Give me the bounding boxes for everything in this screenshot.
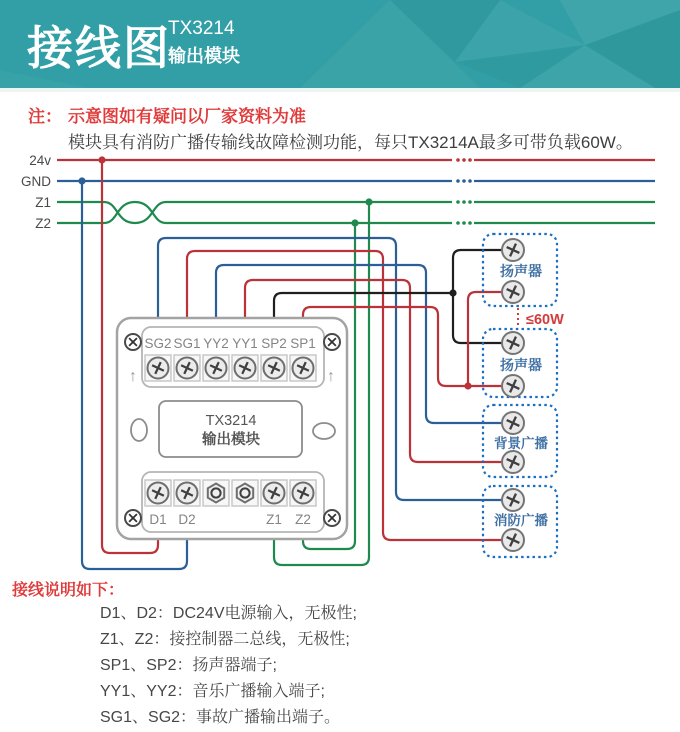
instruction-item: SP1、SP2：扬声器端子; bbox=[100, 657, 277, 674]
bus-label-z2: Z2 bbox=[35, 216, 51, 231]
terminal-label-d1: D1 bbox=[149, 512, 167, 527]
instructions-title: 接线说明如下： bbox=[12, 582, 125, 599]
terminal-screw-icon bbox=[174, 480, 200, 506]
speaker-terminal-icon bbox=[502, 281, 524, 303]
instruction-item: YY1、YY2：音乐广播输入端子; bbox=[100, 683, 325, 700]
terminal-screw-icon bbox=[290, 480, 316, 506]
terminal-screw-icon bbox=[203, 355, 229, 381]
terminal-screw-icon bbox=[145, 480, 171, 506]
note-warning: 示意图如有疑问以厂家资料为准 bbox=[68, 107, 306, 126]
module-box bbox=[117, 318, 347, 539]
terminal-label-d2: D2 bbox=[178, 512, 196, 527]
junction-sp2 bbox=[449, 289, 456, 296]
device-label-background: 背景广播 bbox=[494, 436, 548, 451]
note-description: 模块具有消防广播传输线故障检测功能，每只TX3214A最多可带负载60W。 bbox=[68, 133, 633, 152]
broadcast-terminal-icon bbox=[502, 529, 524, 551]
bus-lines bbox=[57, 158, 655, 225]
instruction-item: Z1、Z2：接控制器二总线，无极性; bbox=[100, 631, 350, 648]
device-box-speaker-1 bbox=[483, 234, 557, 306]
instruction-item: D1、D2：DC24V电源输入，无极性; bbox=[100, 605, 357, 622]
terminal-label-yy2: YY2 bbox=[203, 336, 229, 351]
model-label: TX3214 bbox=[168, 18, 235, 39]
corner-screw-icon bbox=[324, 334, 340, 350]
module-type: 输出模块 bbox=[202, 432, 260, 448]
terminal-screw-icon bbox=[174, 355, 200, 381]
broadcast-terminal-icon bbox=[502, 451, 524, 473]
hex-terminal-icon bbox=[232, 480, 258, 506]
terminal-label-sg2: SG2 bbox=[144, 336, 172, 351]
device-label-speaker-1: 扬声器 bbox=[500, 263, 542, 279]
terminal-screw-icon bbox=[261, 480, 287, 506]
junction-z2 bbox=[351, 219, 358, 226]
module-nameplate bbox=[159, 401, 302, 457]
terminal-label-sp2: SP2 bbox=[261, 336, 287, 351]
junction-z1 bbox=[365, 198, 372, 205]
broadcast-terminal-icon bbox=[502, 489, 524, 511]
instruction-item: SG1、SG2：事故广播输出端子。 bbox=[100, 709, 341, 726]
speaker-terminal-icon bbox=[502, 332, 524, 354]
corner-screw-icon bbox=[324, 510, 340, 526]
page-title: 接线图 bbox=[27, 22, 171, 74]
terminal-label-yy1: YY1 bbox=[232, 336, 258, 351]
up-arrow-icon: ↑ bbox=[129, 368, 137, 385]
up-arrow-icon: ↑ bbox=[327, 368, 335, 385]
bus-continuation-dots bbox=[456, 158, 472, 225]
note-label: 注： bbox=[28, 107, 62, 126]
broadcast-terminal-icon bbox=[502, 412, 524, 434]
corner-screw-icon bbox=[125, 510, 141, 526]
corner-screw-icon bbox=[125, 334, 141, 350]
junction-24v bbox=[98, 156, 105, 163]
junction-gnd bbox=[78, 177, 85, 184]
instructions-list bbox=[100, 601, 357, 731]
device-box-fire-broadcast bbox=[483, 486, 557, 557]
junction-sp1 bbox=[464, 382, 471, 389]
speaker-terminal-icon bbox=[502, 375, 524, 397]
device-boxes bbox=[483, 234, 564, 557]
bus-label-24v: 24v bbox=[29, 153, 51, 168]
module-model: TX3214 bbox=[205, 413, 257, 429]
load-limit-label: ≤60W bbox=[526, 312, 564, 328]
terminal-label-sp1: SP1 bbox=[290, 336, 316, 351]
device-label-fire: 消防广播 bbox=[494, 513, 548, 528]
bus-labels bbox=[21, 153, 51, 231]
speaker-terminal-icon bbox=[502, 239, 524, 261]
device-box-background-broadcast bbox=[483, 405, 557, 477]
device-label-speaker-2: 扬声器 bbox=[500, 357, 542, 373]
terminal-screw-icon bbox=[145, 355, 171, 381]
bus-label-gnd: GND bbox=[21, 174, 51, 189]
terminal-screw-icon bbox=[290, 355, 316, 381]
hex-terminal-icon bbox=[203, 480, 229, 506]
terminal-screw-icon bbox=[261, 355, 287, 381]
terminal-label-z1: Z1 bbox=[266, 512, 282, 527]
bus-label-z1: Z1 bbox=[35, 195, 51, 210]
terminal-label-z2: Z2 bbox=[295, 512, 311, 527]
terminal-label-sg1: SG1 bbox=[173, 336, 201, 351]
terminal-screw-icon bbox=[232, 355, 258, 381]
subtitle-label: 输出模块 bbox=[168, 46, 240, 66]
